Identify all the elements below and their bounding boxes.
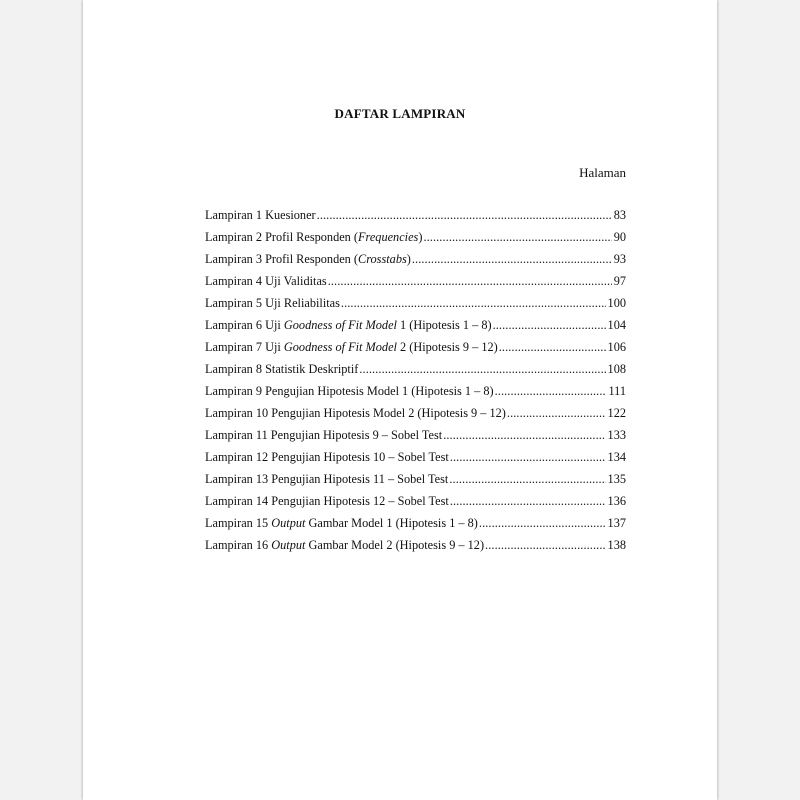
list-item	[205, 448, 626, 470]
list-item	[205, 514, 626, 536]
entry-page-number: 133	[607, 428, 626, 442]
list-item	[205, 316, 626, 338]
dot-leader	[412, 250, 612, 268]
dot-leader	[495, 382, 607, 400]
dot-leader	[499, 338, 606, 356]
entry-title: Lampiran 10 Pengujian Hipotesis Model 2 (Hipotesis 9 – 12)	[205, 406, 506, 420]
entry-page-number: 83	[613, 208, 626, 222]
entry-page-number: 90	[613, 230, 626, 244]
entry-title: Lampiran 6 Uji Goodness of Fit Model 1 (Hipotesis 1 – 8)	[205, 318, 492, 332]
entry-title: Lampiran 16 Output Gambar Model 2 (Hipotesis 9 – 12)	[205, 538, 485, 552]
list-item	[205, 272, 626, 294]
list-item	[205, 360, 626, 382]
entry-title: Lampiran 3 Profil Responden (Crosstabs)	[205, 252, 411, 266]
entry-page-number: 138	[607, 538, 626, 552]
dot-leader	[317, 206, 612, 224]
dot-leader	[449, 470, 605, 488]
entry-page-number: 106	[607, 340, 626, 354]
document-page	[83, 0, 717, 800]
entry-title: Lampiran 11 Pengujian Hipotesis 9 – Sobel Test	[205, 428, 443, 442]
list-item	[205, 426, 626, 448]
entry-title: Lampiran 8 Statistik Deskriptif	[205, 362, 359, 376]
entry-title: Lampiran 1 Kuesioner	[205, 208, 316, 222]
entry-title: Lampiran 14 Pengujian Hipotesis 12 – Sobel Test	[205, 494, 449, 508]
entry-page-number: 104	[607, 318, 626, 332]
list-item	[205, 294, 626, 316]
entry-title: Lampiran 12 Pengujian Hipotesis 10 – Sobel Test	[205, 450, 449, 464]
entry-title: Lampiran 7 Uji Goodness of Fit Model 2 (Hipotesis 9 – 12)	[205, 340, 498, 354]
list-item	[205, 536, 626, 558]
list-item	[205, 228, 626, 250]
entry-title: Lampiran 13 Pengujian Hipotesis 11 – Sobel Test	[205, 472, 449, 486]
page-column-label: Halaman	[579, 165, 626, 180]
dot-leader	[450, 448, 606, 466]
dot-leader	[493, 316, 606, 334]
entry-page-number: 136	[607, 494, 626, 508]
entry-page-number: 122	[607, 406, 626, 420]
list-item	[205, 338, 626, 360]
entry-page-number: 111	[608, 384, 626, 398]
entry-page-number: 100	[607, 296, 626, 310]
entry-page-number: 93	[613, 252, 626, 266]
dot-leader	[359, 360, 605, 378]
appendix-list	[205, 206, 626, 558]
entry-page-number: 135	[607, 472, 626, 486]
entry-page-number: 108	[607, 362, 626, 376]
dot-leader	[450, 492, 606, 510]
entry-page-number: 137	[607, 516, 626, 530]
page-title: DAFTAR LAMPIRAN	[334, 106, 466, 121]
entry-title: Lampiran 9 Pengujian Hipotesis Model 1 (Hipotesis 1 – 8)	[205, 384, 494, 398]
entry-page-number: 97	[613, 274, 626, 288]
list-item	[205, 250, 626, 272]
entry-title: Lampiran 2 Profil Responden (Frequencies)	[205, 230, 423, 244]
list-item	[205, 206, 626, 228]
list-item	[205, 470, 626, 492]
entry-title: Lampiran 4 Uji Validitas	[205, 274, 327, 288]
entry-title: Lampiran 5 Uji Reliabilitas	[205, 296, 340, 310]
list-item	[205, 382, 626, 404]
entry-title: Lampiran 15 Output Gambar Model 1 (Hipotesis 1 – 8)	[205, 516, 478, 530]
dot-leader	[423, 228, 611, 246]
list-item	[205, 492, 626, 514]
dot-leader	[507, 404, 606, 422]
dot-leader	[341, 294, 606, 312]
dot-leader	[485, 536, 606, 554]
entry-page-number: 134	[607, 450, 626, 464]
list-item	[205, 404, 626, 426]
dot-leader	[443, 426, 605, 444]
dot-leader	[328, 272, 612, 290]
dot-leader	[479, 514, 606, 532]
